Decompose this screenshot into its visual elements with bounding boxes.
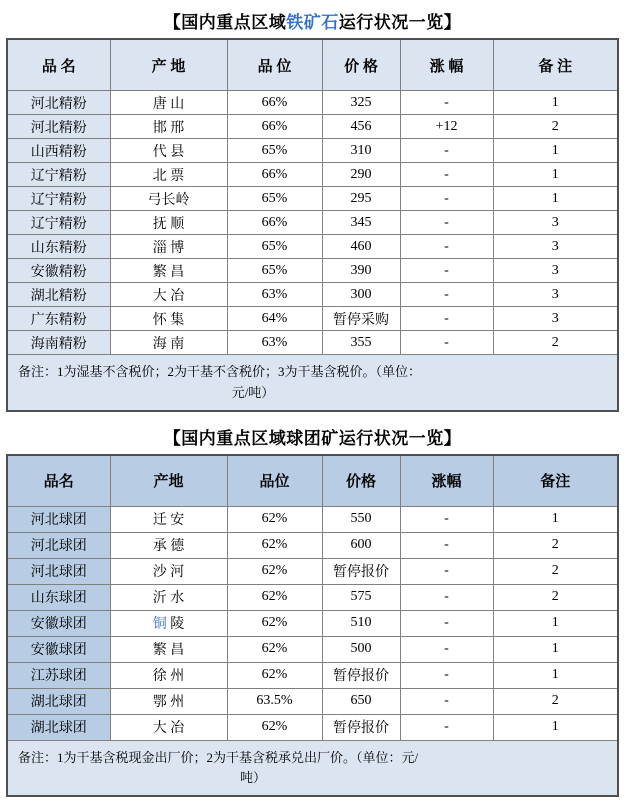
note-cell: 2 (493, 584, 618, 610)
note-cell: 1 (493, 662, 618, 688)
note-cell: 3 (493, 235, 618, 259)
product-name-cell: 安徽球团 (7, 610, 110, 636)
table-row (7, 307, 618, 331)
pellet-table (6, 454, 619, 798)
product-name-cell: 湖北精粉 (7, 283, 110, 307)
header-price: 价 格 (322, 39, 400, 91)
note-cell: 2 (493, 688, 618, 714)
price-cell: 600 (322, 532, 400, 558)
origin-cell: 邯 邢 (110, 115, 227, 139)
product-name-cell: 河北球团 (7, 558, 110, 584)
table-row (7, 610, 618, 636)
note-line-1: 备注：1为干基含税现金出厂价；2为干基含税承兑出厂价。（单位：元/ (18, 749, 419, 765)
note-line-1: 备注：1为湿基不含税价；2为干基不含税价；3为干基含税价。（单位： (18, 364, 422, 379)
change-cell: - (400, 558, 493, 584)
header-row (7, 39, 618, 91)
product-name-cell: 海南精粉 (7, 331, 110, 355)
table-row (7, 91, 618, 115)
note-cell: 2 (493, 532, 618, 558)
note-cell: 1 (493, 610, 618, 636)
table-row (7, 688, 618, 714)
price-cell: 325 (322, 91, 400, 115)
note-cell: 1 (493, 163, 618, 187)
product-name-cell: 山西精粉 (7, 139, 110, 163)
note-cell: 2 (493, 558, 618, 584)
grade-cell: 62% (227, 558, 322, 584)
grade-cell: 64% (227, 307, 322, 331)
change-cell: - (400, 211, 493, 235)
note-cell: 3 (493, 307, 618, 331)
origin-cell: 迁 安 (110, 506, 227, 532)
table-row (7, 163, 618, 187)
note-row (7, 740, 618, 796)
origin-cell: 弓长岭 (110, 187, 227, 211)
price-cell: 暂停报价 (322, 558, 400, 584)
origin-cell: 海 南 (110, 331, 227, 355)
product-name-cell: 辽宁精粉 (7, 211, 110, 235)
header-change: 涨 幅 (400, 39, 493, 91)
grade-cell: 66% (227, 91, 322, 115)
table-row (7, 283, 618, 307)
iron-ore-table-note (7, 355, 618, 411)
origin-cell: 北 票 (110, 163, 227, 187)
table-row (7, 139, 618, 163)
pellet-section (0, 418, 625, 798)
change-cell: - (400, 307, 493, 331)
price-cell: 650 (322, 688, 400, 714)
note-cell: 1 (493, 636, 618, 662)
product-name-cell: 山东精粉 (7, 235, 110, 259)
grade-cell: 66% (227, 211, 322, 235)
header-grade: 品位 (227, 455, 322, 507)
table-row (7, 558, 618, 584)
table-row (7, 331, 618, 355)
change-cell: - (400, 532, 493, 558)
change-cell: - (400, 714, 493, 740)
change-cell: +12 (400, 115, 493, 139)
grade-cell: 65% (227, 187, 322, 211)
change-cell: - (400, 283, 493, 307)
iron-ore-table-head (7, 39, 618, 91)
grade-cell: 62% (227, 636, 322, 662)
note-line-2: 吨） (239, 770, 266, 786)
origin-cell: 繁 昌 (110, 636, 227, 662)
price-cell: 456 (322, 115, 400, 139)
pellet-table-title (0, 418, 625, 454)
note-cell: 1 (493, 139, 618, 163)
product-name-cell: 辽宁精粉 (7, 187, 110, 211)
product-name-cell: 辽宁精粉 (7, 163, 110, 187)
change-cell: - (400, 235, 493, 259)
product-name-cell: 河北精粉 (7, 115, 110, 139)
table-row (7, 259, 618, 283)
product-name-cell: 安徽精粉 (7, 259, 110, 283)
origin-cell: 唐 山 (110, 91, 227, 115)
price-cell: 345 (322, 211, 400, 235)
origin-cell (110, 610, 227, 636)
origin-cell: 大 冶 (110, 283, 227, 307)
table-row (7, 115, 618, 139)
note-cell: 3 (493, 259, 618, 283)
price-cell: 暂停报价 (322, 714, 400, 740)
header-change: 涨幅 (400, 455, 493, 507)
title-suffix: 运行状况一览】 (338, 13, 462, 32)
header-product-name: 品 名 (7, 39, 110, 91)
header-origin: 产 地 (110, 39, 227, 91)
price-cell: 290 (322, 163, 400, 187)
price-cell: 暂停报价 (322, 662, 400, 688)
change-cell: - (400, 331, 493, 355)
change-cell: - (400, 187, 493, 211)
price-cell: 300 (322, 283, 400, 307)
change-cell: - (400, 506, 493, 532)
origin-cell: 繁 昌 (110, 259, 227, 283)
price-cell: 500 (322, 636, 400, 662)
price-cell: 550 (322, 506, 400, 532)
change-cell: - (400, 259, 493, 283)
table-row (7, 211, 618, 235)
report-page (0, 2, 625, 797)
origin-rest-text: 陵 (166, 617, 185, 633)
header-origin: 产地 (110, 455, 227, 507)
product-name-cell: 河北精粉 (7, 91, 110, 115)
change-cell: - (400, 636, 493, 662)
header-row (7, 455, 618, 507)
price-cell: 390 (322, 259, 400, 283)
change-cell: - (400, 662, 493, 688)
origin-cell: 沙 河 (110, 558, 227, 584)
title-prefix: 【国内重点区域球团矿运行状况一览】 (163, 428, 462, 448)
title-keyword-link[interactable]: 铁矿石 (286, 13, 339, 32)
price-cell: 295 (322, 187, 400, 211)
note-cell: 1 (493, 506, 618, 532)
note-row (7, 355, 618, 411)
iron-ore-table-body (7, 91, 618, 355)
grade-cell: 66% (227, 163, 322, 187)
note-cell: 1 (493, 91, 618, 115)
product-name-cell: 安徽球团 (7, 636, 110, 662)
table-row (7, 235, 618, 259)
origin-cell: 怀 集 (110, 307, 227, 331)
note-cell: 3 (493, 283, 618, 307)
header-grade: 品 位 (227, 39, 322, 91)
pellet-table-note (7, 740, 618, 796)
price-cell: 310 (322, 139, 400, 163)
note-cell: 1 (493, 187, 618, 211)
note-cell: 2 (493, 115, 618, 139)
origin-cell: 代 县 (110, 139, 227, 163)
grade-cell: 65% (227, 259, 322, 283)
price-cell: 510 (322, 610, 400, 636)
price-cell: 暂停采购 (322, 307, 400, 331)
note-cell: 3 (493, 211, 618, 235)
product-name-cell: 湖北球团 (7, 688, 110, 714)
grade-cell: 62% (227, 610, 322, 636)
change-cell: - (400, 688, 493, 714)
pellet-table-head (7, 455, 618, 507)
table-row (7, 662, 618, 688)
header-product-name: 品名 (7, 455, 110, 507)
change-cell: - (400, 163, 493, 187)
product-name-cell: 广东精粉 (7, 307, 110, 331)
grade-cell: 65% (227, 235, 322, 259)
iron-ore-table (6, 38, 619, 412)
price-cell: 460 (322, 235, 400, 259)
origin-cell: 淄 博 (110, 235, 227, 259)
origin-cell: 大 冶 (110, 714, 227, 740)
origin-cell: 徐 州 (110, 662, 227, 688)
note-line-2: 元/吨） (231, 384, 275, 400)
product-name-cell: 江苏球团 (7, 662, 110, 688)
table-row (7, 187, 618, 211)
grade-cell: 62% (227, 714, 322, 740)
grade-cell: 65% (227, 139, 322, 163)
iron-ore-table-title (0, 2, 625, 38)
origin-cell: 承 德 (110, 532, 227, 558)
product-name-cell: 山东球团 (7, 584, 110, 610)
grade-cell: 63% (227, 283, 322, 307)
header-note: 备 注 (493, 39, 618, 91)
table-row (7, 636, 618, 662)
product-name-cell: 河北球团 (7, 532, 110, 558)
grade-cell: 66% (227, 115, 322, 139)
iron-ore-section (0, 2, 625, 412)
title-prefix: 【国内重点区域 (163, 13, 287, 32)
change-cell: - (400, 610, 493, 636)
table-row (7, 714, 618, 740)
note-cell: 2 (493, 331, 618, 355)
pellet-table-body (7, 506, 618, 740)
change-cell: - (400, 139, 493, 163)
table-row (7, 532, 618, 558)
note-cell: 1 (493, 714, 618, 740)
grade-cell: 62% (227, 584, 322, 610)
origin-link-text[interactable]: 铜 (152, 617, 167, 633)
change-cell: - (400, 584, 493, 610)
header-note: 备注 (493, 455, 618, 507)
table-row (7, 506, 618, 532)
header-price: 价格 (322, 455, 400, 507)
grade-cell: 62% (227, 532, 322, 558)
origin-cell: 鄂 州 (110, 688, 227, 714)
grade-cell: 62% (227, 662, 322, 688)
price-cell: 355 (322, 331, 400, 355)
origin-cell: 抚 顺 (110, 211, 227, 235)
change-cell: - (400, 91, 493, 115)
grade-cell: 63.5% (227, 688, 322, 714)
table-row (7, 584, 618, 610)
origin-cell: 沂 水 (110, 584, 227, 610)
product-name-cell: 河北球团 (7, 506, 110, 532)
product-name-cell: 湖北球团 (7, 714, 110, 740)
grade-cell: 62% (227, 506, 322, 532)
price-cell: 575 (322, 584, 400, 610)
grade-cell: 63% (227, 331, 322, 355)
